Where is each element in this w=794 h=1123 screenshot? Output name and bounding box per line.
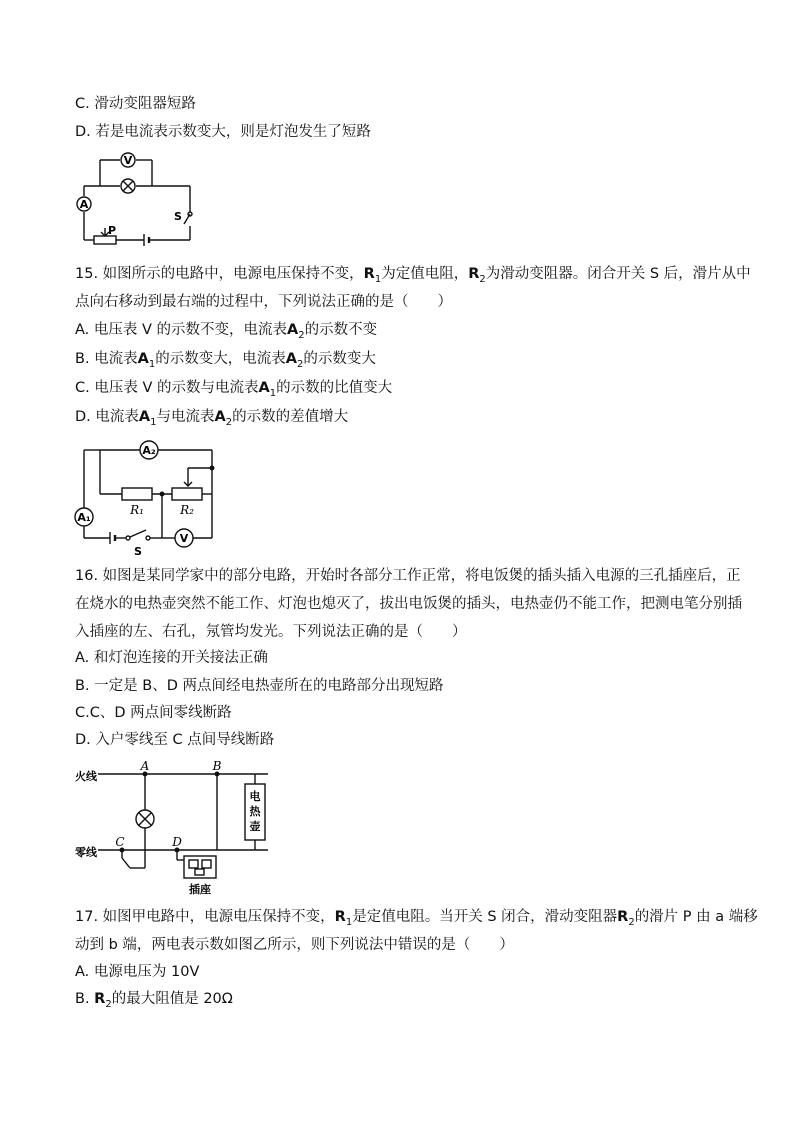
q17-stem-line1: 17. 如图甲电路中，电源电压保持不变，$R_1$是定值电阻。当开关 S 闭合，滑动变阻器$R_2$的滑片 P 由 a 端移: [75, 909, 758, 928]
slider-label: P: [108, 224, 117, 237]
q15-option-c: C. 电压表 V 的示数与电流表$A_1$的示数的比值变大: [75, 380, 393, 399]
s-label: S: [134, 545, 142, 558]
voltmeter-label: V: [123, 154, 133, 167]
kettle-label-3: 壶: [249, 820, 261, 833]
switch-label: S: [174, 210, 182, 223]
q15-option-a: A. 电压表 V 的示数不变，电流表$A_2$的示数不变: [75, 322, 378, 341]
ammeter-label: A: [79, 198, 89, 211]
point-b-label: B: [212, 760, 222, 773]
live-wire-label: 火线: [75, 770, 97, 783]
q15-circuit-diagram: [72, 436, 222, 558]
q16-option-a: A. 和灯泡连接的开关接法正确: [75, 650, 268, 666]
q15-option-b: B. 电流表$A_1$的示数变大，电流表$A_2$的示数变大: [75, 351, 376, 370]
q17-option-b: B. $R_2$的最大阻值是 20Ω: [75, 991, 233, 1010]
q16-stem-line3: 入插座的左、右孔，氖管均发光。下列说法正确的是（ ）: [75, 624, 467, 640]
q16-option-b: B. 一定是 B、D 两点间经电热壶所在的电路部分出现短路: [75, 678, 444, 694]
q16-option-c: C.C、D 两点间零线断路: [75, 705, 232, 721]
q16-circuit-diagram: [72, 760, 272, 900]
kettle-label-2: 热: [249, 805, 261, 818]
socket-label: 插座: [189, 883, 211, 896]
v-label: V: [179, 532, 189, 545]
point-c-label: C: [115, 835, 125, 849]
q17-stem-line2: 动到 b 端，两电表示数如图乙所示，则下列说法中错误的是（ ）: [75, 937, 514, 953]
q14-circuit-diagram: [72, 150, 202, 250]
q14-option-c: C. 滑动变阻器短路: [75, 96, 196, 112]
neutral-wire-label: 零线: [75, 846, 97, 859]
q16-stem-line2: 在烧水的电热壶突然不能工作、灯泡也熄灭了，拔出电饭煲的插头，电热壶仍不能工作，把测电笔分别插: [75, 596, 742, 612]
a1-label: A₁: [77, 511, 91, 524]
point-a-label: A: [140, 760, 150, 773]
q17-option-a: A. 电源电压为 10V: [75, 964, 200, 980]
q15-stem-line1: 15. 如图所示的电路中，电源电压保持不变，$R_1$为定值电阻，$R_2$为滑动变阻器。闭合开关 S 后，滑片从中: [75, 266, 751, 285]
q14-option-d: D. 若是电流表示数变大，则是灯泡发生了短路: [75, 124, 371, 140]
kettle-label-1: 电: [249, 790, 261, 803]
q16-stem-line1: 16. 如图是某同学家中的部分电路，开始时各部分工作正常，将电饭煲的插头插入电源的三孔插座后，正: [75, 568, 741, 584]
point-d-label: D: [172, 835, 182, 849]
r1-label: R₁: [130, 503, 144, 517]
q15-option-d: D. 电流表$A_1$与电流表$A_2$的示数的差值增大: [75, 409, 349, 428]
a2-label: A₂: [142, 444, 156, 457]
q16-option-d: D. 入户零线至 C 点间导线断路: [75, 732, 275, 748]
q15-stem-line2: 点向右移动到最右端的过程中，下列说法正确的是（ ）: [75, 294, 452, 310]
r2-label: R₂: [180, 503, 194, 517]
